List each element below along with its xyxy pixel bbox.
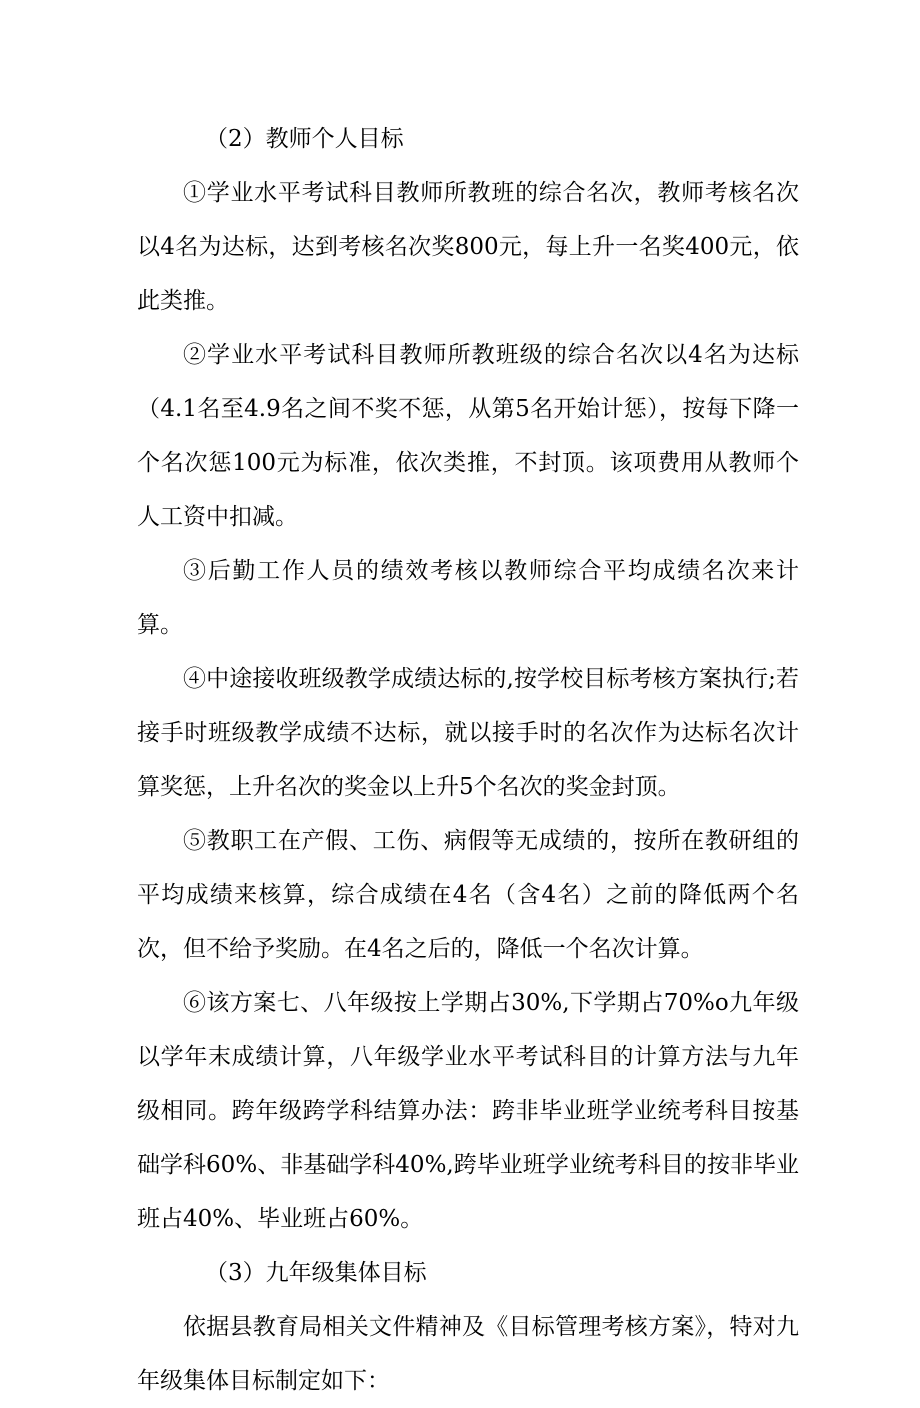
paragraph-item-1: ①学业水平考试科目教师所教班的综合名次，教师考核名次以4名为达标，达到考核名次奖800元，每上升一名奖400元，依此类推。 xyxy=(137,180,799,314)
paragraph-item-6: ⑥该方案七、八年级按上学期占30%,下学期占70%o九年级以学年末成绩计算，八年级学业水平考试科目的计算方法与九年级相同。跨年级跨学科结算办法：跨非毕业班学业统考科目按基础学科60%、非基础学科40%,跨毕业班学业统考科目的按非毕业班占40%、毕业班占60%。 xyxy=(137,990,799,1232)
paragraph-closing: 依据县教育局相关文件精神及《目标管理考核方案》，特对九年级集体目标制定如下： xyxy=(137,1314,799,1394)
document-body xyxy=(137,112,799,1408)
paragraph-item-4: ④中途接收班级教学成绩达标的,按学校目标考核方案执行;若接手时班级教学成绩不达标，就以接手时的名次作为达标名次计算奖惩，上升名次的奖金以上升5个名次的奖金封顶。 xyxy=(137,666,799,800)
paragraph-item-5: ⑤教职工在产假、工伤、病假等无成绩的，按所在教研组的平均成绩来核算，综合成绩在4名（含4名）之前的降低两个名次，但不给予奖励。在4名之后的，降低一个名次计算。 xyxy=(137,828,799,962)
paragraph-item-3: ③后勤工作人员的绩效考核以教师综合平均成绩名次来计算。 xyxy=(137,558,799,638)
section-heading-teacher-goals: （2）教师个人目标 xyxy=(205,126,404,152)
section-heading-grade9-goals: （3）九年级集体目标 xyxy=(205,1260,427,1286)
paragraph-item-2: ②学业水平考试科目教师所教班级的综合名次以4名为达标（4.1名至4.9名之间不奖不惩，从第5名开始计惩），按每下降一个名次惩100元为标准，依次类推，不封顶。该项费用从教师个人工资中扣减。 xyxy=(137,342,799,530)
